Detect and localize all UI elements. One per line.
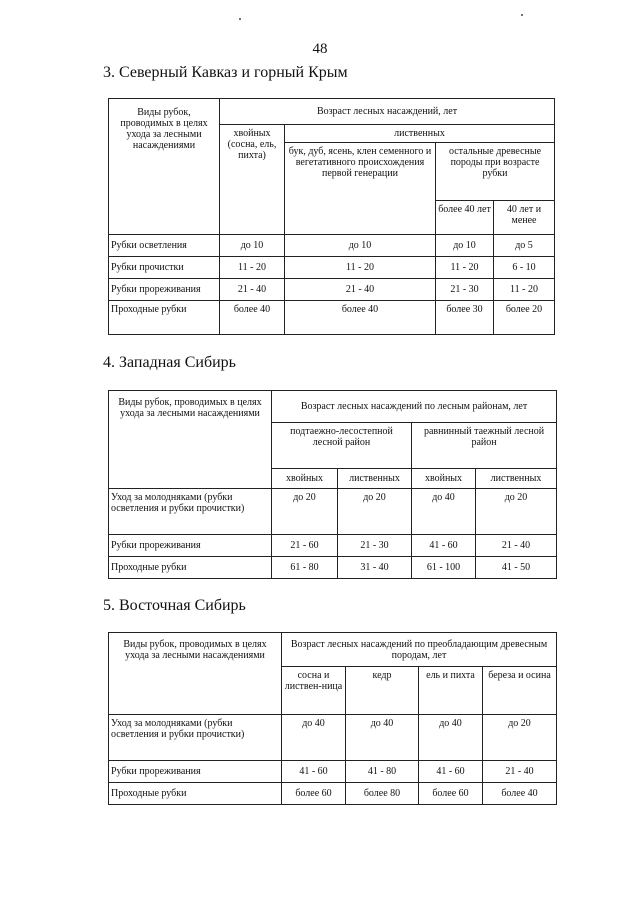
cell-value: до 20 — [476, 489, 557, 535]
cell-value: до 40 — [419, 715, 483, 761]
cell-value: более 40 — [483, 783, 557, 805]
cell-value: 61 - 80 — [272, 557, 338, 579]
cell-value: до 40 — [412, 489, 476, 535]
table-row — [109, 715, 557, 761]
cell-value: 31 - 40 — [338, 557, 412, 579]
cell-value: 41 - 80 — [346, 761, 419, 783]
cell-value: 41 - 60 — [412, 535, 476, 557]
row-label: Проходные рубки — [109, 557, 272, 579]
cell-value: до 20 — [338, 489, 412, 535]
header-spruce-fir: ель и пихта — [419, 667, 483, 715]
section-heading: 5. Восточная Сибирь — [103, 597, 246, 614]
cell-value: до 40 — [282, 715, 346, 761]
cell-value: 21 - 30 — [338, 535, 412, 557]
row-label: Рубки прореживания — [109, 761, 282, 783]
header-cedar: кедр — [346, 667, 419, 715]
cell-value: 21 - 30 — [436, 279, 494, 301]
cell-value: 41 - 60 — [419, 761, 483, 783]
header-deciduous: лиственных — [338, 469, 412, 489]
header-conifer: хвойных — [272, 469, 338, 489]
row-label: Проходные рубки — [109, 783, 282, 805]
section-heading: 4. Западная Сибирь — [103, 354, 236, 371]
row-label: Рубки прореживания — [109, 535, 272, 557]
cell-value: 6 - 10 — [494, 257, 555, 279]
cell-value: более 40 — [220, 301, 285, 335]
cell-value: более 40 — [285, 301, 436, 335]
table-row — [109, 257, 555, 279]
header-region-2: равнинный таежный лесной район — [412, 423, 557, 469]
scan-speck — [521, 14, 523, 16]
cell-value: до 40 — [346, 715, 419, 761]
cell-value: 21 - 40 — [285, 279, 436, 301]
header-birch-aspen: береза и осина — [483, 667, 557, 715]
header-age: Возраст лесных насаждений по лесным районам, лет — [272, 391, 557, 423]
header-other-group: остальные древесные породы при возрасте рубки — [436, 143, 555, 201]
cell-value: 21 - 60 — [272, 535, 338, 557]
cell-value: 11 - 20 — [494, 279, 555, 301]
header-under-40: 40 лет и менее — [494, 201, 555, 235]
table-row — [109, 761, 557, 783]
header-region-1: подтаежно-лесостепной лесной район — [272, 423, 412, 469]
cell-value: до 10 — [436, 235, 494, 257]
cell-value: 11 - 20 — [436, 257, 494, 279]
section-heading: 3. Северный Кавказ и горный Крым — [103, 64, 348, 81]
cell-value: до 10 — [285, 235, 436, 257]
header-deciduous: лиственных — [285, 125, 555, 143]
header-pine-larch: сосна и листвен-ница — [282, 667, 346, 715]
cell-value: до 5 — [494, 235, 555, 257]
cell-value: более 60 — [282, 783, 346, 805]
header-over-40: более 40 лет — [436, 201, 494, 235]
cell-value: более 80 — [346, 783, 419, 805]
cell-value: 11 - 20 — [220, 257, 285, 279]
cell-value: 41 - 60 — [282, 761, 346, 783]
table-row — [109, 535, 557, 557]
row-label: Рубки осветления — [109, 235, 220, 257]
row-label: Уход за молодняками (рубки осветления и рубки прочистки) — [109, 715, 282, 761]
cell-value: до 10 — [220, 235, 285, 257]
scan-speck — [239, 18, 241, 20]
header-conifer: хвойных — [412, 469, 476, 489]
table-row — [109, 489, 557, 535]
cell-value: более 60 — [419, 783, 483, 805]
table-row — [109, 235, 555, 257]
cell-value: 41 - 50 — [476, 557, 557, 579]
cell-value: до 20 — [483, 715, 557, 761]
row-label: Рубки прореживания — [109, 279, 220, 301]
row-label: Проходные рубки — [109, 301, 220, 335]
cell-value: 21 - 40 — [483, 761, 557, 783]
cell-value: более 20 — [494, 301, 555, 335]
table-row — [109, 783, 557, 805]
cell-value: до 20 — [272, 489, 338, 535]
cell-value: более 30 — [436, 301, 494, 335]
table-row — [109, 301, 555, 335]
header-beech-group: бук, дуб, ясень, клен семенного и вегетативного происхождения первой генерации — [285, 143, 436, 235]
header-cut-types: Виды рубок, проводимых в целях ухода за лесными насаждениями — [109, 633, 282, 715]
row-label: Уход за молодняками (рубки осветления и рубки прочистки) — [109, 489, 272, 535]
cell-value: 21 - 40 — [220, 279, 285, 301]
header-deciduous: лиственных — [476, 469, 557, 489]
cell-value: 21 - 40 — [476, 535, 557, 557]
table-west-siberia — [108, 390, 557, 579]
cell-value: 11 - 20 — [285, 257, 436, 279]
header-age: Возраст лесных насаждений по преобладающим древесным породам, лет — [282, 633, 557, 667]
row-label: Рубки прочистки — [109, 257, 220, 279]
table-row — [109, 279, 555, 301]
table-row — [109, 557, 557, 579]
header-cut-types: Виды рубок, проводимых в целях ухода за лесными насаждениями — [109, 391, 272, 489]
table-east-siberia — [108, 632, 557, 805]
table-north-caucasus — [108, 98, 555, 335]
header-cut-types: Виды рубок, проводимых в целях ухода за лесными насаждениями — [109, 99, 220, 235]
cell-value: 61 - 100 — [412, 557, 476, 579]
page-number: 48 — [312, 41, 328, 57]
header-conifer: хвойных (сосна, ель, пихта) — [220, 125, 285, 235]
header-age: Возраст лесных насаждений, лет — [220, 99, 555, 125]
